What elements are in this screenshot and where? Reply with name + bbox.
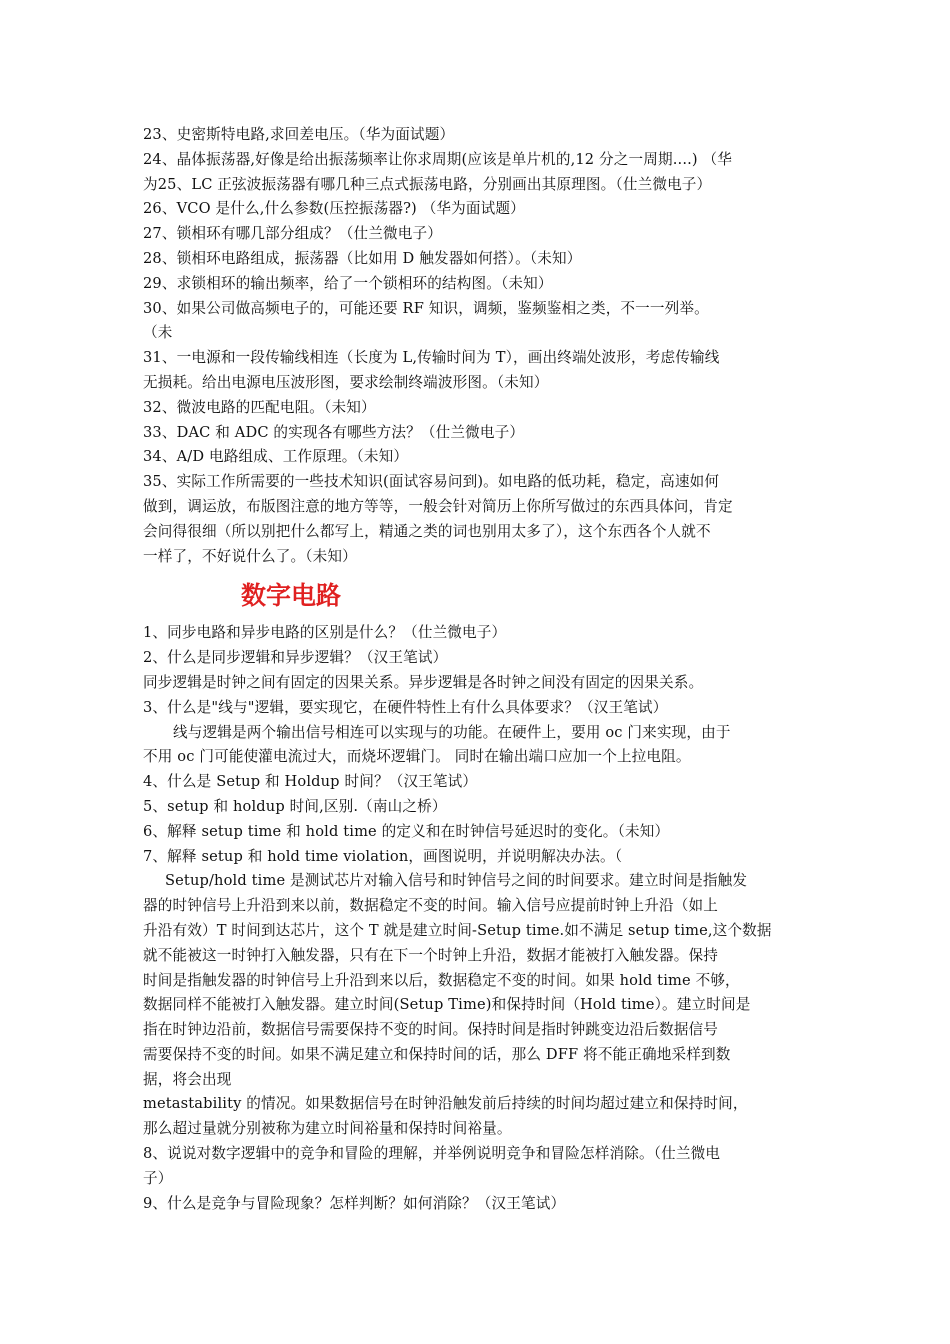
- text-line: 26、VCO 是什么,什么参数(压控振荡器?) （华为面试题）: [143, 200, 525, 218]
- text-line: 8、说说对数字逻辑中的竞争和冒险的理解，并举例说明竞争和冒险怎样消除。（仕兰微电: [143, 1145, 721, 1163]
- text-line: 指在时钟边沿前，数据信号需要保持不变的时间。保持时间是指时钟跳变边沿后数据信号: [143, 1021, 719, 1039]
- text-line: 器的时钟信号上升沿到来以前，数据稳定不变的时间。输入信号应提前时钟上升沿（如上: [143, 897, 719, 915]
- text-line: 33、DAC 和 ADC 的实现各有哪些方法？（仕兰微电子）: [143, 423, 525, 441]
- text-line: 1、同步电路和异步电路的区别是什么？（仕兰微电子）: [143, 624, 507, 642]
- document-body: [143, 123, 811, 1216]
- section-heading: 数字电路: [241, 581, 342, 611]
- text-line: 34、A/D 电路组成、工作原理。（未知）: [143, 448, 409, 466]
- text-line: 子）: [143, 1169, 173, 1187]
- text-line: 5、setup 和 holdup 时间,区别.（南山之桥）: [143, 797, 447, 815]
- text-line: 2、什么是同步逻辑和异步逻辑？（汉王笔试）: [143, 649, 448, 667]
- text-line: 6、解释 setup time 和 hold time 的定义和在时钟信号延迟时的变化。（未知）: [143, 822, 670, 840]
- text-line: （未: [143, 324, 173, 342]
- text-line: 28、锁相环电路组成，振荡器（比如用 D 触发器如何搭）。（未知）: [143, 249, 582, 267]
- text-line: 数据同样不能被打入触发器。建立时间(Setup Time)和保持时间（Hold time）。建立时间是: [143, 996, 751, 1014]
- text-line: 35、实际工作所需要的一些技术知识(面试容易问到)。如电路的低功耗，稳定，高速如何: [143, 473, 720, 491]
- text-line: Setup/hold time 是测试芯片对输入信号和时钟信号之间的时间要求。建立时间是指触发: [165, 872, 748, 890]
- text-line: 4、什么是 Setup 和 Holdup 时间？（汉王笔试）: [143, 773, 478, 791]
- text-line: 30、如果公司做高频电子的，可能还要 RF 知识，调频，鉴频鉴相之类，不一一列举。: [143, 299, 709, 317]
- text-line: 32、微波电路的匹配电阻。（未知）: [143, 398, 376, 416]
- text-line: 据，将会出现: [143, 1070, 232, 1088]
- text-line: 同步逻辑是时钟之间有固定的因果关系。异步逻辑是各时钟之间没有固定的因果关系。: [143, 673, 704, 691]
- text-line: 一样了，不好说什么了。（未知）: [143, 547, 357, 565]
- text-line: 27、锁相环有哪几部分组成？（仕兰微电子）: [143, 225, 443, 243]
- text-line: 7、解释 setup 和 hold time violation，画图说明，并说明解决办法。（: [143, 847, 623, 865]
- text-line: 需要保持不变的时间。如果不满足建立和保持时间的话，那么 DFF 将不能正确地采样到数: [143, 1045, 731, 1063]
- text-line: 9、什么是竞争与冒险现象？怎样判断？如何消除？（汉王笔试）: [143, 1194, 566, 1212]
- text-line: metastability 的情况。如果数据信号在时钟沿触发前后持续的时间均超过建立和保持时间，: [143, 1095, 748, 1113]
- text-line: 就不能被这一时钟打入触发器，只有在下一个时钟上升沿，数据才能被打入触发器。保持: [143, 946, 719, 964]
- text-line: 时间是指触发器的时钟信号上升沿到来以后，数据稳定不变的时间。如果 hold time 不够，: [143, 971, 740, 989]
- text-line: 29、求锁相环的输出频率，给了一个锁相环的结构图。（未知）: [143, 274, 553, 292]
- text-line: 24、晶体振荡器,好像是给出振荡频率让你求周期(应该是单片机的,12 分之一周期....) （华: [143, 150, 733, 168]
- text-line: 23、史密斯特电路,求回差电压。（华为面试题）: [143, 126, 455, 143]
- text-line: 无损耗。给出电源电压波形图，要求绘制终端波形图。（未知）: [143, 373, 549, 391]
- text-line: 不用 oc 门可能使灌电流过大，而烧坏逻辑门。 同时在输出端口应加一个上拉电阻。: [143, 748, 691, 766]
- text-line: 做到，调运放，布版图注意的地方等等，一般会针对简历上你所写做过的东西具体问，肯定: [143, 497, 733, 515]
- text-line: 线与逻辑是两个输出信号相连可以实现与的功能。在硬件上，要用 oc 门来实现，由于: [173, 723, 731, 741]
- text-line: 3、什么是"线与"逻辑，要实现它，在硬件特性上有什么具体要求？（汉王笔试）: [143, 698, 668, 716]
- text-line: 那么超过量就分别被称为建立时间裕量和保持时间裕量。: [143, 1120, 512, 1138]
- text-line: 升沿有效）T 时间到达芯片，这个 T 就是建立时间-Setup time.如不满足 setup time,这个数据: [143, 921, 772, 939]
- text-line: 会问得很细（所以别把什么都写上，精通之类的词也别用太多了），这个东西各个人就不: [143, 522, 711, 540]
- text-line: 31、一电源和一段传输线相连（长度为 L,传输时间为 T），画出终端处波形，考虑传输线: [143, 349, 720, 367]
- text-line: 为25、LC 正弦波振荡器有哪几种三点式振荡电路，分别画出其原理图。（仕兰微电子）: [143, 175, 712, 193]
